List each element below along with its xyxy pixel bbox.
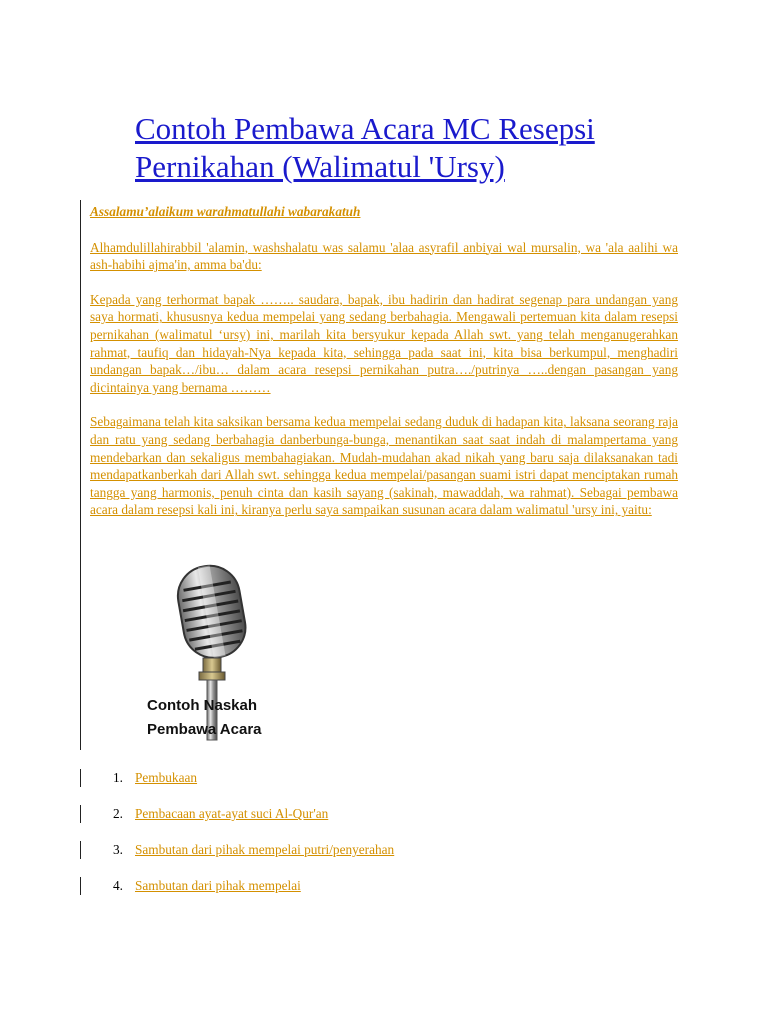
page-title[interactable]: Contoh Pembawa Acara MC Resepsi Pernikahan (Walimatul 'Ursy)	[135, 111, 595, 184]
list-link[interactable]: Pembukaan	[135, 770, 198, 785]
list-border-mark	[80, 769, 81, 787]
list-number: 4.	[113, 878, 123, 893]
list-item	[80, 877, 580, 897]
list-item	[80, 769, 580, 789]
microphone-icon	[135, 558, 288, 751]
list-number: 3.	[113, 842, 123, 857]
list-border-mark	[80, 805, 81, 823]
left-border-rule	[80, 200, 81, 750]
salutation-paragraph[interactable]: Kepada yang terhormat bapak …….. saudara, bapak, ibu hadirin dan hadirat segenap para undangan yang saya hormati, khususnya kedua mempelai yang sedang berbahagia. Mengawali pertemuan kita dalam resepsi pernikahan (walimatul ‘ursy) ini, marilah kita bersyukur kepada Allah swt. yang telah menganugerahkan rahmat, taufiq dan hidayah-Nya kepada kita, sehingga pada saat ini, kita bisa berkumpul, menghadiri undangan bapak…/ibu… dalam acara resepsi pernikahan putra…./putrinya …..dengan pasangan yang dicintainya yang bernama ………	[90, 291, 678, 395]
caption-line1: Contoh Naskah	[147, 697, 258, 714]
list-number: 1.	[113, 770, 123, 785]
caption-line2: Pembawa Acara	[147, 721, 262, 738]
list-link[interactable]: Pembacaan ayat-ayat suci Al-Qur'an	[135, 806, 329, 821]
list-border-mark	[80, 877, 81, 895]
introduction-paragraph[interactable]: Sebagaimana telah kita saksikan bersama kedua mempelai sedang duduk di hadapan kita, laksana seorang raja dan ratu yang sedang berbahagia danberbunga-bunga, menantikan saat saat indah di malampertama yang mendebarkan dan sekaligus membahagiakan. Mudah-mudahan akad nikah yang baru saja dilaksanakan tadi mendapatkanberkah dari Allah swt. sehingga kedua mempelai/pasangan suami istri dapat menciptakan rumah tangga yang harmonis, penuh cinta dan kasih sayang (sakinah, mawaddah, wa rahmat). Sebagai pembawa acara dalam resepsi kali ini, kiranya perlu saya sampaikan susunan acara dalam walimatul 'ursy ini, yaitu:	[90, 414, 678, 518]
list-number: 2.	[113, 806, 123, 821]
list-link[interactable]: Sambutan dari pihak mempelai putri/penyerahan	[135, 842, 395, 857]
greeting-paragraph[interactable]: Assalamu’alaikum warahmatullahi wabarakatuh	[90, 204, 361, 219]
list-item	[80, 841, 580, 861]
opening-paragraph[interactable]: Alhamdulillahirabbil 'alamin, washshalatu was salamu 'alaa asyrafil anbiyai wal mursalin, wa 'ala aalihi wa ash-habihi ajma'in, amma ba'du:	[90, 239, 678, 273]
microphone-image	[135, 558, 288, 751]
article-body	[90, 203, 678, 536]
list-border-mark	[80, 841, 81, 859]
list-link[interactable]: Sambutan dari pihak mempelai	[135, 878, 301, 893]
list-item	[80, 805, 580, 825]
